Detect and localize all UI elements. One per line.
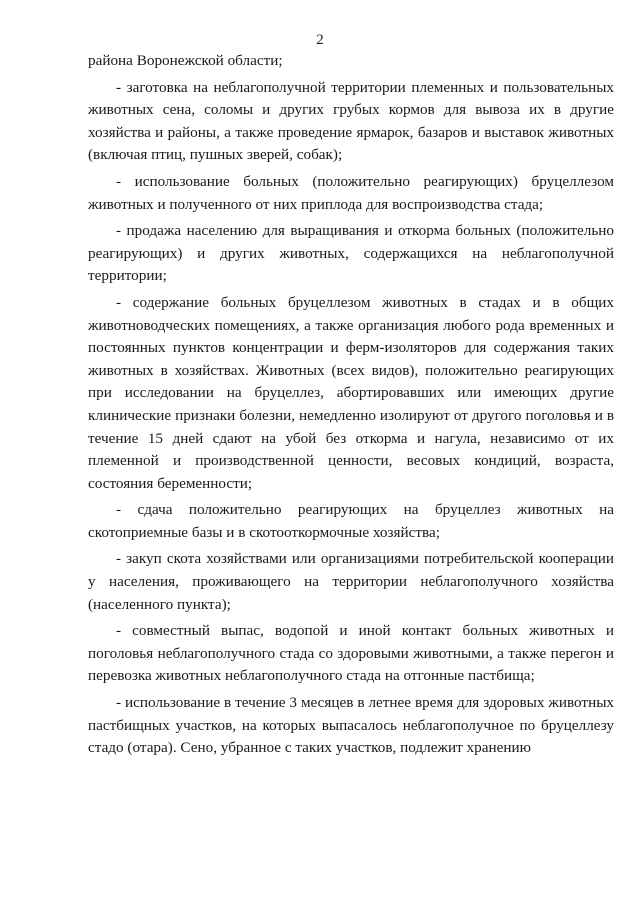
document-body <box>88 50 614 764</box>
list-item-hay-procurement: - заготовка на неблагополучной территории племенных и пользовательных животных сена, соломы и других грубых кормов для вывоза их в другие хозяйства и районы, а также проведение ярмарок, базаров и выставок животных (включая птиц, пушных зверей, собак); <box>88 78 614 164</box>
paragraph-continuation: района Воронежской области; <box>88 52 283 69</box>
page-number: 2 <box>316 32 324 48</box>
list-item-joint-grazing: - совместный выпас, водопой и иной контакт больных животных и поголовья неблагополучного стада со здоровыми животными, а также перегон и перевозка животных неблагополучного стада на отгонные пастбища; <box>88 622 614 685</box>
list-item-delivery-to-bases: - сдача положительно реагирующих на бруцеллез животных на скотоприемные базы и в скотооткормочные хозяйства; <box>88 501 614 541</box>
list-item-keeping-sick-animals: - содержание больных бруцеллезом животных в стадах и в общих животноводческих помещениях, а также организация любого рода временных и постоянных пунктов концентрации и ферм-изоляторов для содержания таких животных в хозяйствах. Животных (всех видов), положительно реагирующих при исследовании на бруцеллез, абортировавших или имеющих другие клинические признаки болезни, немедленно изолируют от другого поголовья и в течение 15 дней сдают на убой без откорма и нагула, независимо от их племенной и производственной ценности, весовых кондиций, возраста, состояния беременности; <box>88 293 614 492</box>
list-item-livestock-purchase: - закуп скота хозяйствами или организациями потребительской кооперации у населения, проживающего на территории неблагополучного хозяйства (населенного пункта); <box>88 550 614 613</box>
list-item-sale-to-population: - продажа населению для выращивания и откорма больных (положительно реагирующих) и других животных, содержащихся на неблагополучной территории; <box>88 222 614 285</box>
list-item-sick-animal-use: - использование больных (положительно реагирующих) бруцеллезом животных и полученного от них приплода для воспроизводства стада; <box>88 172 614 213</box>
list-item-pasture-use: - использование в течение 3 месяцев в летнее время для здоровых животных пастбищных участков, на которых выпасалось неблагополучное по бруцеллезу стадо (отара). Сено, убранное с таких участков, подлежит хранению <box>88 694 614 757</box>
